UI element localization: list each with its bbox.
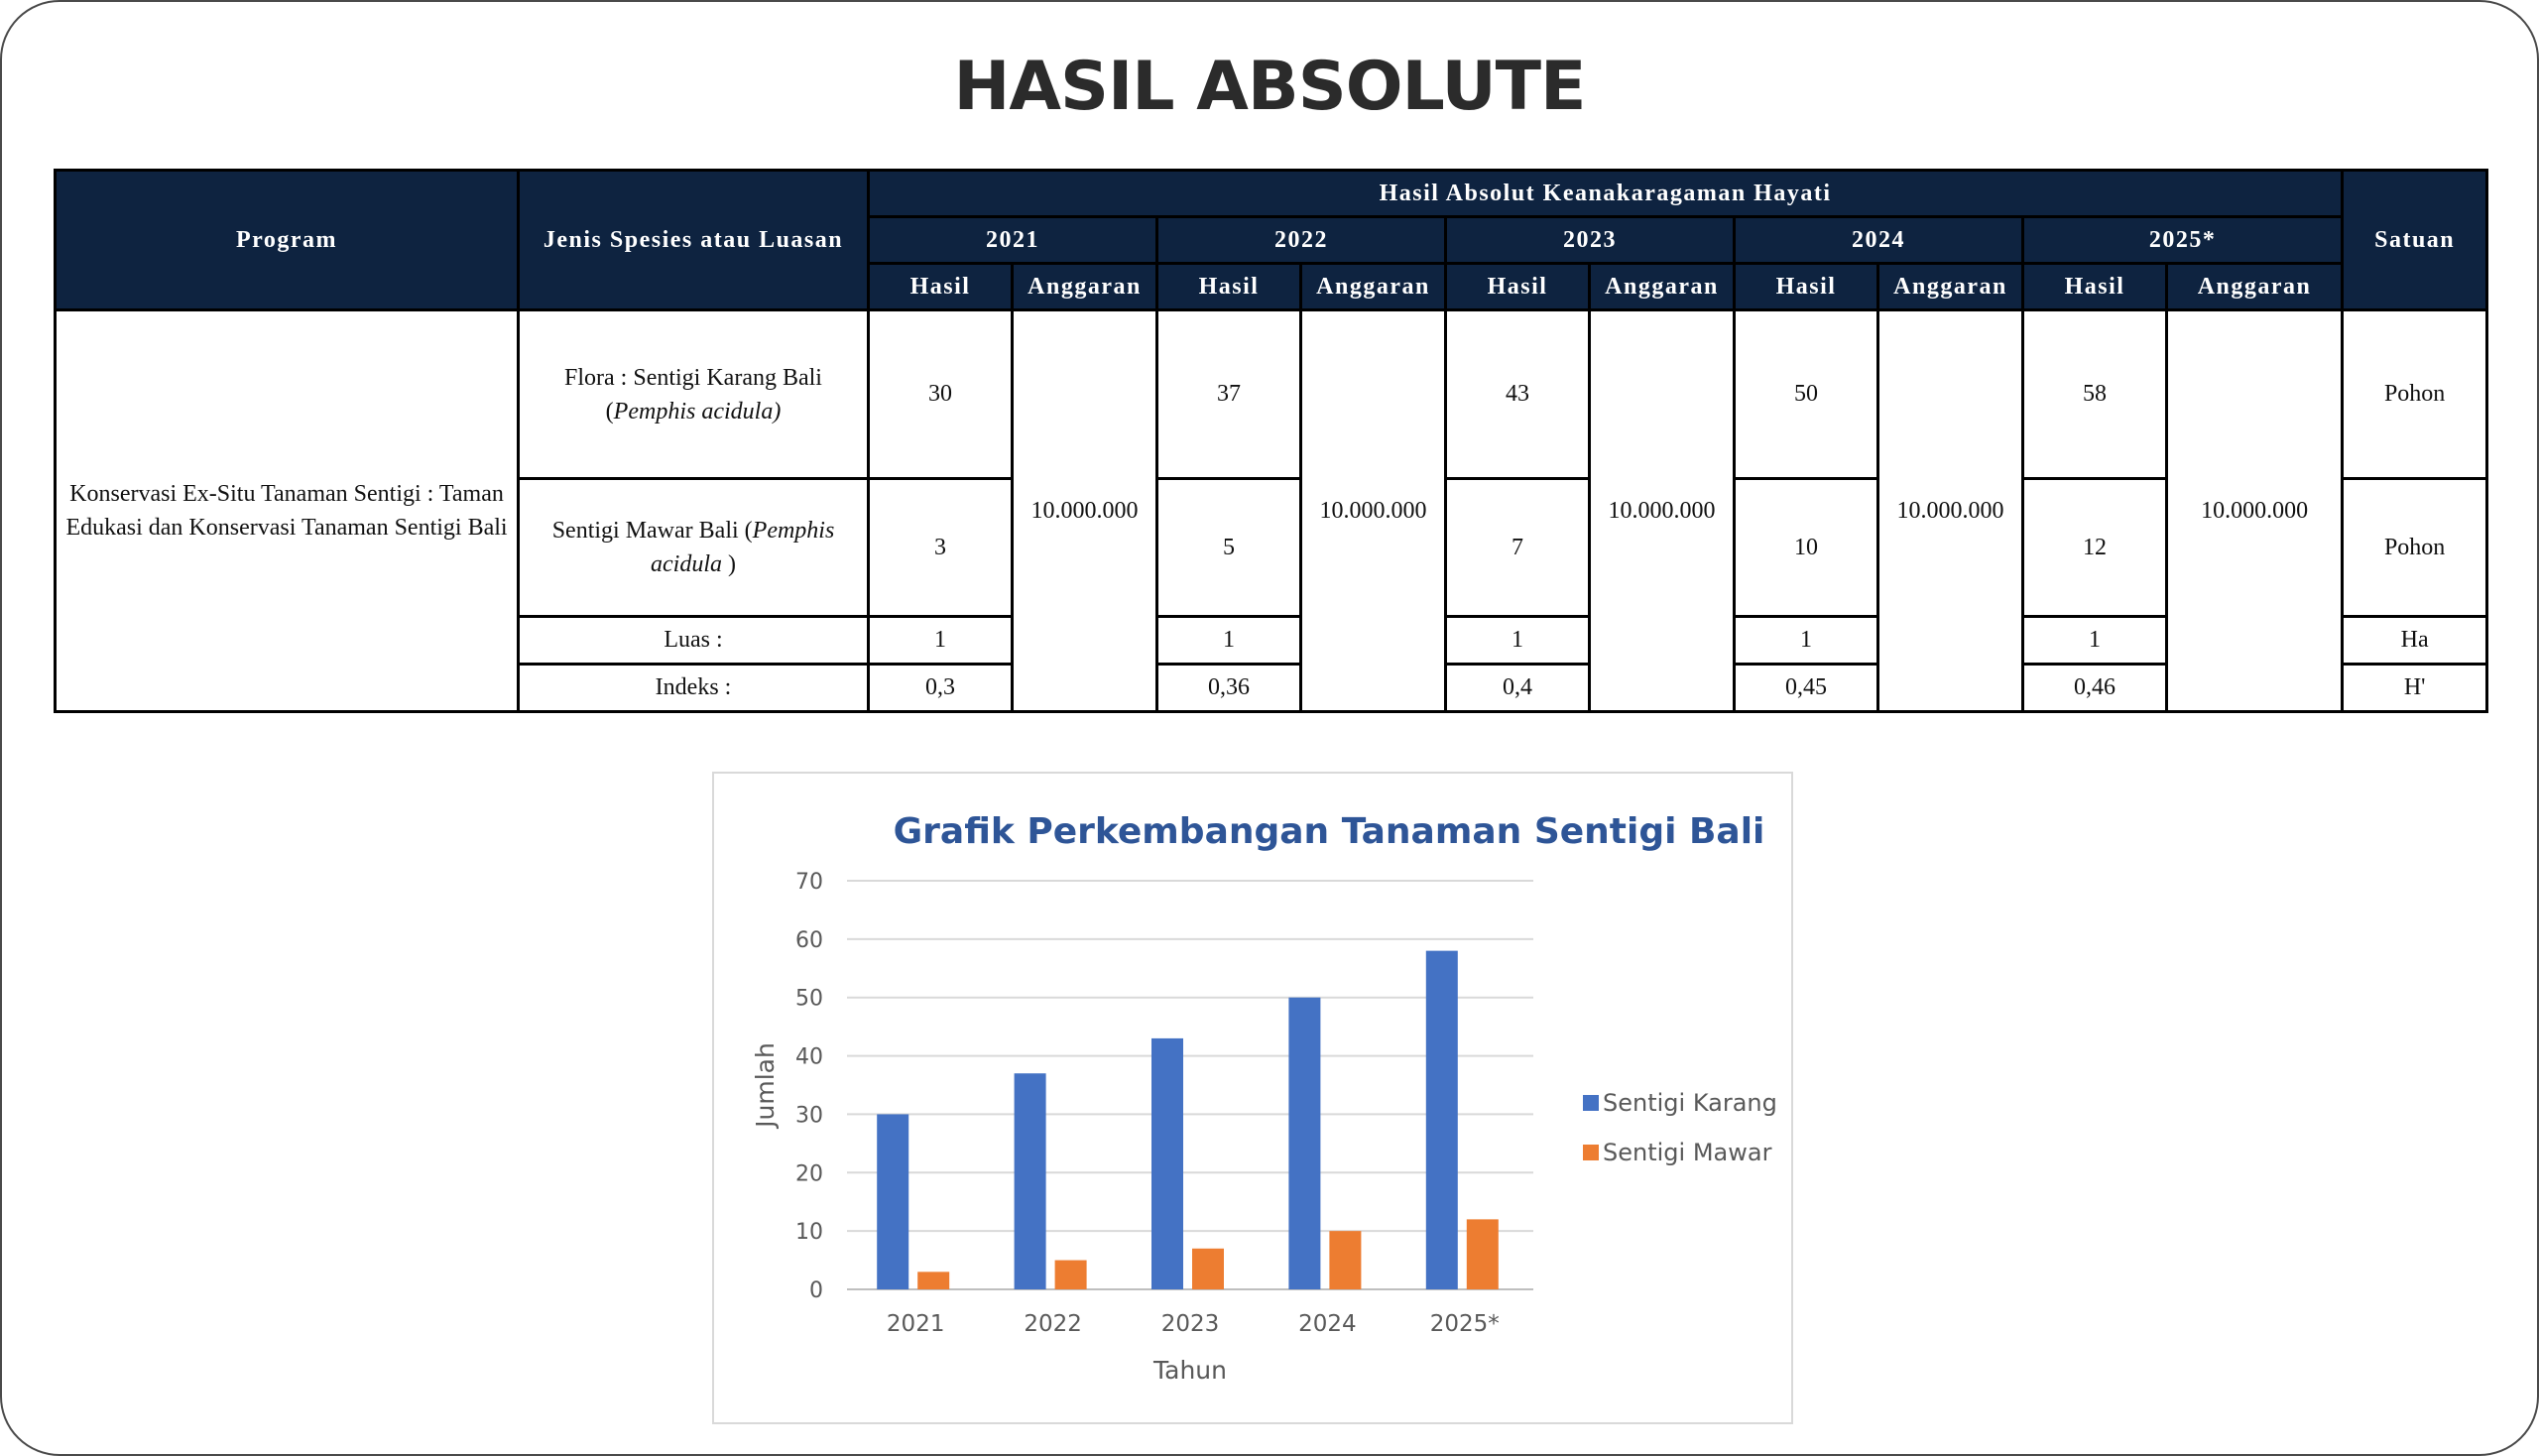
hasil-cell: 12 — [2023, 479, 2167, 617]
header-hasil: Hasil — [1157, 264, 1301, 310]
hasil-cell: 0,36 — [1157, 665, 1301, 712]
header-anggaran: Anggaran — [2167, 264, 2343, 310]
y-tick-label: 40 — [795, 1044, 823, 1070]
header-year: 2024 — [1735, 217, 2023, 264]
hasil-cell: 0,3 — [869, 665, 1013, 712]
satuan-cell: H' — [2343, 665, 2487, 712]
hasil-cell: 30 — [869, 310, 1013, 479]
header-hasil: Hasil — [2023, 264, 2167, 310]
bar-sentigi-karang — [1288, 998, 1320, 1289]
header-hasil: Hasil — [1735, 264, 1878, 310]
jenis-cell: Luas : — [519, 617, 869, 665]
bar-sentigi-karang — [1015, 1073, 1046, 1289]
x-tick-label: 2024 — [1298, 1311, 1357, 1337]
bar-chart — [714, 774, 1791, 1422]
hasil-cell: 7 — [1446, 479, 1590, 617]
legend-label: Sentigi Mawar — [1603, 1139, 1772, 1166]
hasil-cell: 1 — [1446, 617, 1590, 665]
header-anggaran: Anggaran — [1013, 264, 1157, 310]
header-hasil: Hasil — [1446, 264, 1590, 310]
jenis-cell: Indeks : — [519, 665, 869, 712]
bar-sentigi-mawar — [1467, 1219, 1499, 1289]
satuan-cell: Pohon — [2343, 479, 2487, 617]
jenis-cell: Flora : Sentigi Karang Bali (Pemphis acidula) — [519, 310, 869, 479]
hasil-cell: 43 — [1446, 310, 1590, 479]
anggaran-cell: 10.000.000 — [1301, 310, 1446, 712]
y-tick-label: 30 — [795, 1103, 823, 1129]
satuan-cell: Ha — [2343, 617, 2487, 665]
x-tick-label: 2021 — [886, 1311, 945, 1337]
page-title: HASIL ABSOLUTE — [953, 48, 1586, 126]
hasil-cell: 1 — [1735, 617, 1878, 665]
bar-sentigi-mawar — [917, 1272, 949, 1289]
hasil-cell: 10 — [1735, 479, 1878, 617]
bar-sentigi-mawar — [1329, 1231, 1361, 1289]
header-year: 2021 — [869, 217, 1157, 264]
header-group: Hasil Absolut Keanakaragaman Hayati — [869, 171, 2343, 217]
hasil-cell: 58 — [2023, 310, 2167, 479]
y-tick-label: 60 — [795, 927, 823, 953]
header-year: 2025* — [2023, 217, 2343, 264]
bar-sentigi-mawar — [1192, 1249, 1224, 1289]
legend-label: Sentigi Karang — [1603, 1089, 1777, 1117]
hasil-cell: 1 — [1157, 617, 1301, 665]
anggaran-cell: 10.000.000 — [1013, 310, 1157, 712]
hasil-cell: 1 — [2023, 617, 2167, 665]
chart-title: Grafik Perkembangan Tanaman Sentigi Bali — [893, 811, 1765, 852]
header-anggaran: Anggaran — [1878, 264, 2023, 310]
hasil-cell: 1 — [869, 617, 1013, 665]
x-tick-label: 2025* — [1429, 1311, 1500, 1337]
header-hasil: Hasil — [869, 264, 1013, 310]
hasil-cell: 50 — [1735, 310, 1878, 479]
satuan-cell: Pohon — [2343, 310, 2487, 479]
y-tick-label: 70 — [795, 870, 823, 895]
y-axis-title: Jumlah — [751, 1042, 780, 1128]
x-axis-title: Tahun — [1153, 1356, 1227, 1385]
hasil-cell: 0,45 — [1735, 665, 1878, 712]
y-tick-label: 20 — [795, 1161, 823, 1187]
header-satuan: Satuan — [2343, 171, 2487, 310]
anggaran-cell: 10.000.000 — [1590, 310, 1735, 712]
table-row — [56, 310, 2487, 479]
hasil-cell: 5 — [1157, 479, 1301, 617]
header-jenis: Jenis Spesies atau Luasan — [519, 171, 869, 310]
anggaran-cell: 10.000.000 — [1878, 310, 2023, 712]
chart-container — [712, 772, 1793, 1424]
y-tick-label: 50 — [795, 986, 823, 1012]
hasil-cell: 3 — [869, 479, 1013, 617]
hasil-cell: 0,46 — [2023, 665, 2167, 712]
x-tick-label: 2022 — [1024, 1311, 1082, 1337]
bar-sentigi-karang — [1151, 1038, 1183, 1289]
bar-sentigi-karang — [877, 1114, 908, 1289]
header-anggaran: Anggaran — [1590, 264, 1735, 310]
header-year: 2023 — [1446, 217, 1735, 264]
hasil-cell: 0,4 — [1446, 665, 1590, 712]
hasil-cell: 37 — [1157, 310, 1301, 479]
bar-sentigi-mawar — [1055, 1261, 1087, 1289]
program-cell: Konservasi Ex-Situ Tanaman Sentigi : Taman Edukasi dan Konservasi Tanaman Sentigi Bali — [56, 310, 519, 712]
header-anggaran: Anggaran — [1301, 264, 1446, 310]
legend-swatch — [1583, 1145, 1599, 1160]
jenis-cell: Sentigi Mawar Bali (Pemphis acidula ) — [519, 479, 869, 617]
anggaran-cell: 10.000.000 — [2167, 310, 2343, 712]
x-tick-label: 2023 — [1160, 1311, 1220, 1337]
header-program: Program — [56, 171, 519, 310]
legend-swatch — [1583, 1095, 1599, 1111]
y-tick-label: 10 — [795, 1220, 823, 1246]
y-tick-label: 0 — [809, 1278, 823, 1303]
biodiversity-table — [54, 169, 2488, 713]
header-year: 2022 — [1157, 217, 1446, 264]
bar-sentigi-karang — [1426, 951, 1458, 1289]
